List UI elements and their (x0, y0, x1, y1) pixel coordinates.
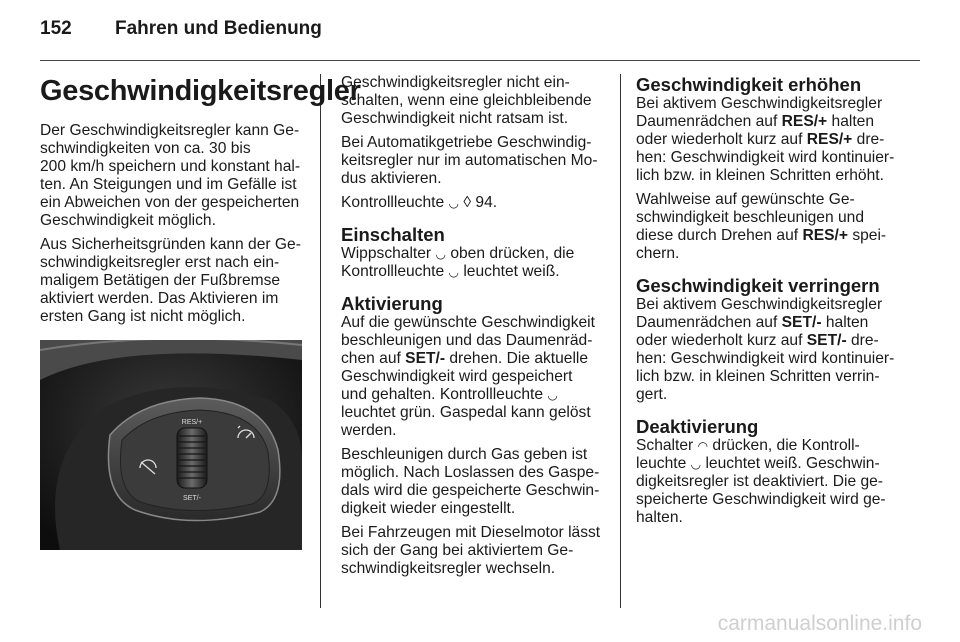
text-line: digkeitsregler ist deaktiviert. Die ge- (636, 473, 884, 490)
diesel-paragraph (341, 524, 607, 578)
res-button-label: RES/+ (802, 227, 848, 244)
text-line: Aus Sicherheitsgründen kann der Ge- (40, 236, 301, 253)
text-line: schwindigkeit beschleunigen und (636, 209, 864, 226)
text-line: Geschwindigkeitsregler nicht ein- (341, 74, 570, 91)
text-line: leuchtet weiß. Geschwin- (705, 455, 880, 472)
text-line: Der Geschwindigkeitsregler kann Ge- (40, 122, 300, 139)
text-line: ten. An Steigungen und im Gefälle ist (40, 176, 297, 193)
text-line: speicherte Geschwindigkeit wird ge- (636, 491, 886, 508)
text-line: leuchtet grün. Gaspedal kann gelöst (341, 404, 591, 421)
text-line: möglich. Nach Loslassen des Gaspe- (341, 464, 600, 481)
set-button-label: SET/- (781, 314, 822, 331)
text-line: 200 km/h speichern und konstant hal- (40, 158, 301, 175)
text-line: Geschwindigkeit nicht ratsam ist. (341, 110, 569, 127)
text-line: schwindigkeitsregler erst nach ein- (40, 254, 280, 271)
cruise-indicator-icon: ◡ (690, 457, 702, 471)
text-line: digkeit wieder eingestellt. (341, 500, 516, 517)
watermark: carmanualsonline.info (717, 612, 922, 635)
text-line: Bei Fahrzeugen mit Dieselmotor lässt (341, 524, 601, 541)
text-line: Beschleunigen durch Gas geben ist (341, 446, 588, 463)
heading-verringern: Geschwindigkeit verringern (636, 275, 880, 296)
page-reference[interactable]: 94. (475, 194, 498, 211)
text-line: drücken, die Kontroll- (712, 437, 860, 454)
text-line: und gehalten. Kontrollleuchte (341, 386, 544, 403)
text-line: ersten Gang ist nicht möglich. (40, 308, 246, 325)
text-line: werden. (341, 422, 397, 439)
set-button-label: SET/- (405, 350, 446, 367)
text-line: leuchtet weiß. (463, 263, 560, 280)
text-line: chen auf (341, 350, 401, 367)
text-line: sich der Gang bei aktiviertem Ge- (341, 542, 574, 559)
text-line: Daumenrädchen auf (636, 314, 778, 331)
text-line: Geschwindigkeit möglich. (40, 212, 216, 229)
column-1 (40, 74, 361, 550)
erhoehen-paragraph (636, 95, 908, 185)
text-line: Bei Automatikgetriebe Geschwindig- (341, 134, 592, 151)
column-divider-2 (620, 74, 621, 608)
heading-einschalten: Einschalten (341, 224, 445, 245)
safety-paragraph (40, 236, 305, 326)
text-line: Wippschalter (341, 245, 432, 262)
aktivierung-paragraph (341, 314, 607, 440)
text-line: Daumenrädchen auf (636, 113, 778, 130)
set-label: SET/- (183, 495, 201, 502)
heading-aktivierung: Aktivierung (341, 293, 443, 314)
text-line: halten (825, 314, 869, 331)
text-line: Auf die gewünschte Geschwindigkeit (341, 314, 595, 331)
cruise-indicator-icon: ◡ (547, 388, 558, 402)
page-number: 152 (40, 18, 72, 39)
page-header (40, 18, 322, 48)
text-line: Schalter (636, 437, 694, 454)
text-line: Kontrollleuchte (341, 263, 445, 280)
steering-wheel-controls-photo (40, 340, 302, 550)
text-line: dre- (856, 131, 885, 148)
heading-deaktivierung: Deaktivierung (636, 416, 759, 437)
text-line: schwindigkeitsregler wechseln. (341, 560, 556, 577)
chapter-title: Fahren und Bedienung (115, 18, 322, 39)
text-line: Geschwindigkeit wird gespeichert (341, 368, 573, 385)
caution-paragraph (341, 74, 607, 128)
gas-paragraph (341, 446, 607, 518)
text-line: halten (831, 113, 875, 130)
page-reference-icon: ◊ (463, 194, 472, 211)
text-line: ein Abweichen von der gespeicherten (40, 194, 300, 211)
text-line: gert. (636, 386, 668, 403)
res-label: RES/+ (181, 419, 203, 426)
text-line: Bei aktivem Geschwindigkeitsregler (636, 296, 883, 313)
text-line: drehen. Die aktuelle (449, 350, 589, 367)
verringern-paragraph (636, 296, 908, 404)
wahlweise-paragraph (636, 191, 908, 263)
text-line: halten. (636, 509, 683, 526)
cruise-indicator-icon: ◡ (448, 265, 459, 279)
text-line: dus aktivieren. (341, 170, 442, 187)
header-rule (40, 60, 920, 61)
text-line: aktiviert werden. Das Aktivieren im (40, 290, 279, 307)
heading-erhoehen: Geschwindigkeit erhöhen (636, 74, 862, 95)
cruise-indicator-icon: ◡ (435, 247, 446, 261)
text-line: diese durch Drehen auf (636, 227, 799, 244)
text-line: oder wiederholt kurz auf (636, 131, 803, 148)
cruise-off-icon: ◠ (697, 439, 709, 453)
column-2 (341, 74, 607, 584)
res-button-label: RES/+ (781, 113, 828, 130)
text-line: chern. (636, 245, 680, 262)
text-line: lich bzw. in kleinen Schritten verrin- (636, 368, 880, 385)
column-divider-1 (320, 74, 321, 608)
text-line: spei- (852, 227, 887, 244)
column-3 (636, 74, 908, 533)
automatic-paragraph (341, 134, 607, 188)
text-line: lich bzw. in kleinen Schritten erhöht. (636, 167, 884, 184)
deaktivierung-paragraph (636, 437, 908, 527)
text-line: leuchte (636, 455, 687, 472)
text-line: hen: Geschwindigkeit wird kontinuier- (636, 350, 895, 367)
text-line: dre- (850, 332, 879, 349)
res-button-label: RES/+ (806, 131, 853, 148)
section-title: Geschwindigkeitsregler (40, 75, 361, 107)
set-button-label: SET/- (806, 332, 847, 349)
indicator-reference (341, 194, 607, 212)
text-line: beschleunigen und das Daumenräd- (341, 332, 593, 349)
text-line: schwindigkeiten von ca. 30 bis (40, 140, 251, 157)
einschalten-paragraph (341, 245, 607, 281)
text-line: hen: Geschwindigkeit wird kontinuier- (636, 149, 895, 166)
text-line: Bei aktivem Geschwindigkeitsregler (636, 95, 883, 112)
text-line: oder wiederholt kurz auf (636, 332, 803, 349)
text-line: oben drücken, die (450, 245, 575, 262)
text-line: keitsregler nur im automatischen Mo- (341, 152, 598, 169)
cruise-indicator-icon: ◡ (448, 196, 459, 210)
text-line: maligem Betätigen der Fußbremse (40, 272, 281, 289)
text-line: Kontrollleuchte (341, 194, 445, 211)
intro-paragraph (40, 122, 305, 230)
text-line: schalten, wenn eine gleichbleibende (341, 92, 592, 109)
text-line: Wahlweise auf gewünschte Ge- (636, 191, 855, 208)
text-line: dals wird die gespeicherte Geschwin- (341, 482, 600, 499)
